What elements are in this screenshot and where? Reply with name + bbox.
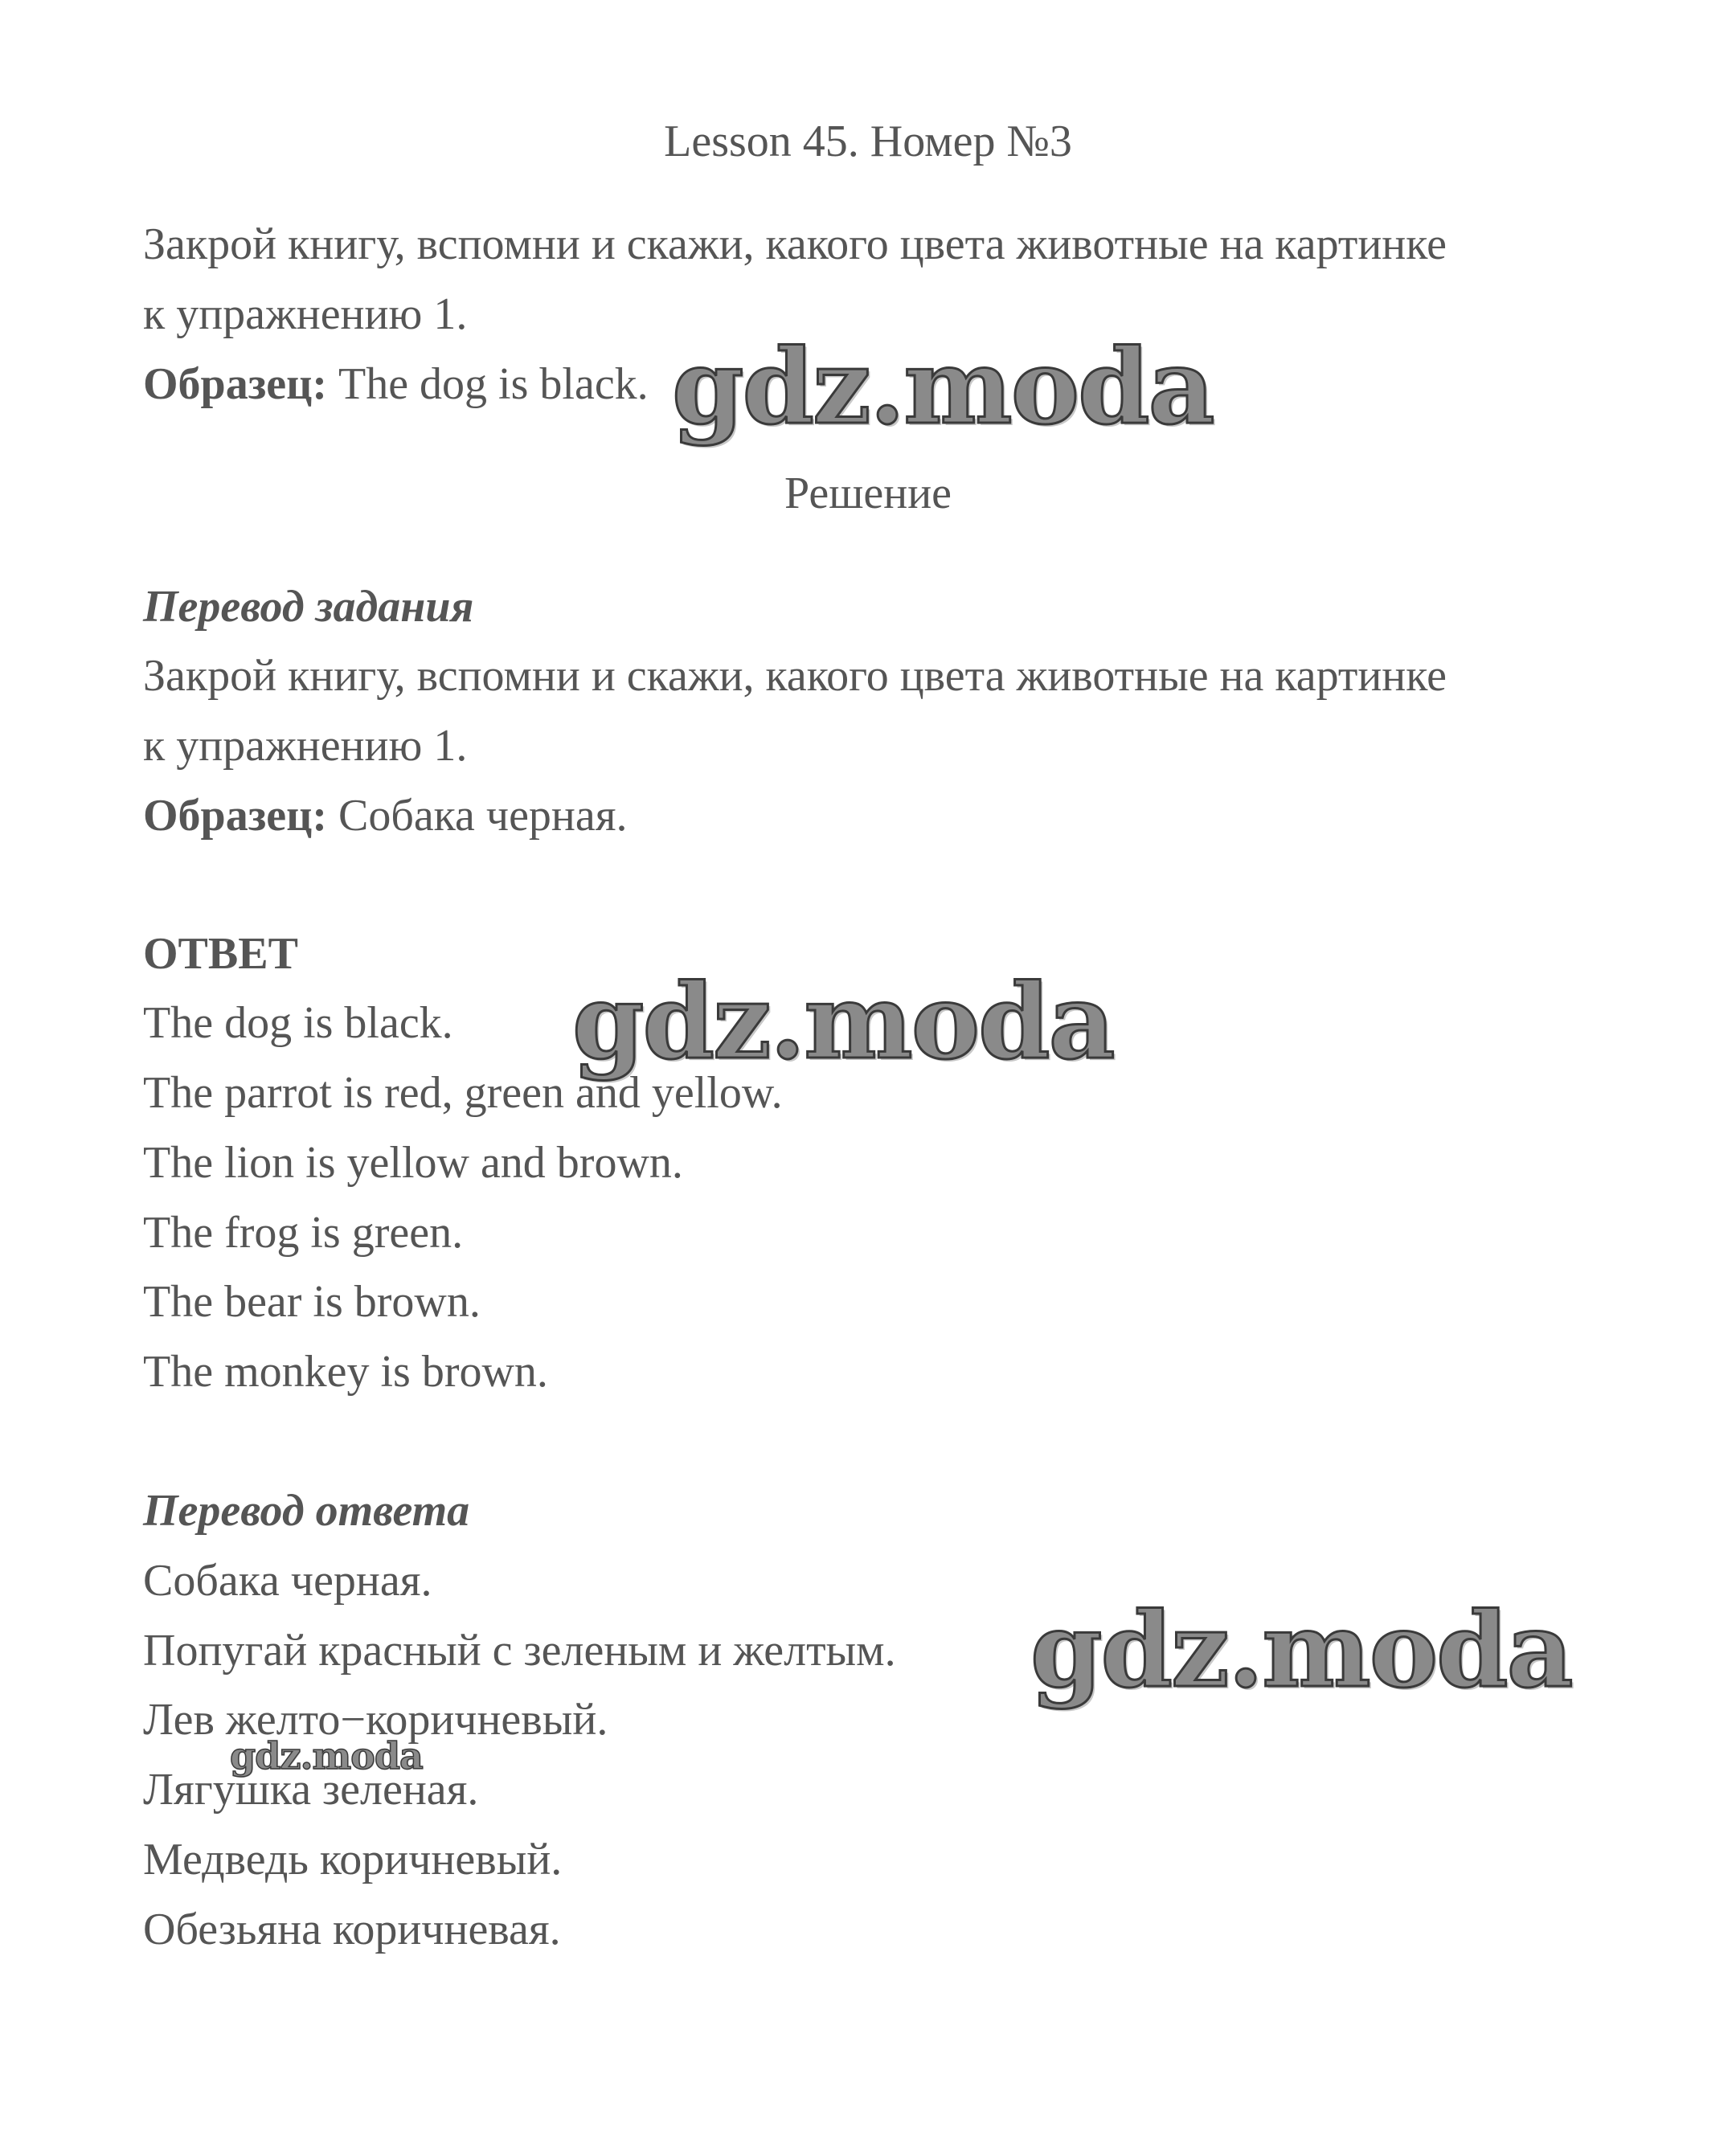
- task-translation-line-1: Закрой книгу, вспомни и скажи, какого цвета животные на картинке: [143, 651, 1447, 701]
- watermark-logo: gdz.moda: [230, 1734, 423, 1778]
- answer-line: The lion is yellow and brown.: [143, 1138, 683, 1188]
- answer-translation-line: Попугай красный с зеленым и желтым.: [143, 1626, 896, 1676]
- answer-translation-line: Медведь коричневый.: [143, 1835, 563, 1884]
- task-translation-line-2: к упражнению 1.: [143, 721, 468, 771]
- watermark-logo: gdz.moda: [1030, 1590, 1572, 1711]
- answer-line: The frog is green.: [143, 1208, 464, 1258]
- sample-label: Образец:: [143, 359, 327, 409]
- answer-heading: ОТВЕТ: [143, 929, 298, 979]
- answer-translation-line: Обезьяна коричневая.: [143, 1905, 561, 1954]
- answer-line: The monkey is brown.: [143, 1347, 548, 1397]
- answer-translation-line: Лев желто−коричневый.: [143, 1695, 608, 1745]
- answer-line: The dog is black.: [143, 998, 453, 1048]
- task-translation-heading: Перевод задания: [143, 582, 474, 632]
- task-line-2: к упражнению 1.: [143, 289, 468, 339]
- answer-translation-line: Собака черная.: [143, 1556, 432, 1606]
- watermark-logo: gdz.moda: [572, 962, 1114, 1082]
- solution-heading: Решение: [784, 469, 952, 518]
- task-sample: [143, 359, 649, 409]
- watermark-logo: gdz.moda: [672, 327, 1214, 448]
- answer-translation-line: Лягушка зеленая.: [143, 1765, 479, 1815]
- task-line-1: Закрой книгу, вспомни и скажи, какого цвета животные на картинке: [143, 219, 1447, 269]
- task-translation-sample: [143, 791, 628, 841]
- answer-line: The parrot is red, green and yellow.: [143, 1068, 783, 1118]
- sample-text: Собака черная.: [326, 791, 628, 841]
- answer-line: The bear is brown.: [143, 1277, 481, 1327]
- sample-text: The dog is black.: [326, 359, 649, 409]
- page-title: Lesson 45. Номер №3: [664, 117, 1072, 166]
- answer-translation-heading: Перевод ответа: [143, 1486, 470, 1536]
- sample-label: Образец:: [143, 791, 327, 841]
